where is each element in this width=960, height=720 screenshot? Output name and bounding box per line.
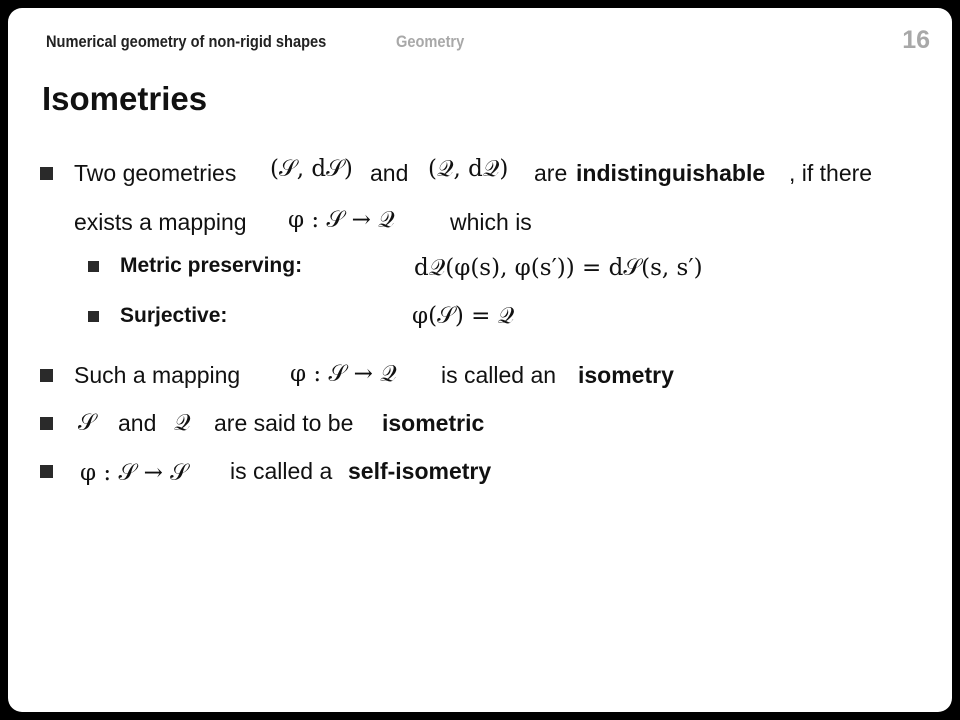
bullet-bold: self-isometry [348,458,492,484]
slide [8,8,952,712]
bullet-text: Two geometries [74,160,237,186]
math-set-s: 𝒮 [78,410,96,436]
sub-bullet-label: Surjective: [120,304,228,327]
bullet-text: is called an [441,362,557,388]
bullet-marker [40,417,53,430]
sub-bullet-marker [88,311,99,322]
slide-title: Isometries [42,80,208,117]
bullet-text: are said to be [214,410,354,436]
bullet-marker [40,465,53,478]
math-pair-s: (𝒮, d𝒮) [270,156,353,182]
course-title: Numerical geometry of non-rigid shapes [46,32,327,51]
math-pair-q: (𝒬, d𝒬) [428,156,509,182]
math-map-ss: φ : 𝒮 → 𝒮 [80,460,188,486]
bullet-marker [40,167,53,180]
bullet-text: Such a mapping [74,362,241,388]
bullet-text: and [118,410,157,436]
bullet-text: , if there [789,160,873,186]
bullet-bold: isometry [578,362,674,388]
math-surjective: φ(𝒮) = 𝒬 [412,303,515,329]
math-set-q: 𝒬 [174,410,191,436]
sub-bullet-marker [88,261,99,272]
topic-label: Geometry [396,32,465,51]
bullet-marker [40,369,53,382]
bullet-text: are [534,160,568,186]
bullet-text: which is [450,209,532,235]
bullet-bold: indistinguishable [576,160,766,186]
page-number: 16 [902,26,930,54]
bullet-text: is called a [230,458,333,484]
bullet-text: and [370,160,409,186]
math-map-sq: φ : 𝒮 → 𝒬 [288,207,395,233]
math-map-sq: φ : 𝒮 → 𝒬 [290,361,397,387]
sub-bullet-label: Metric preserving: [120,254,303,277]
bullet-text: exists a mapping [74,209,247,235]
math-metric-preserving: d𝒬(φ(s), φ(s′)) = d𝒮(s, s′) [414,255,703,281]
bullet-bold: isometric [382,410,485,436]
